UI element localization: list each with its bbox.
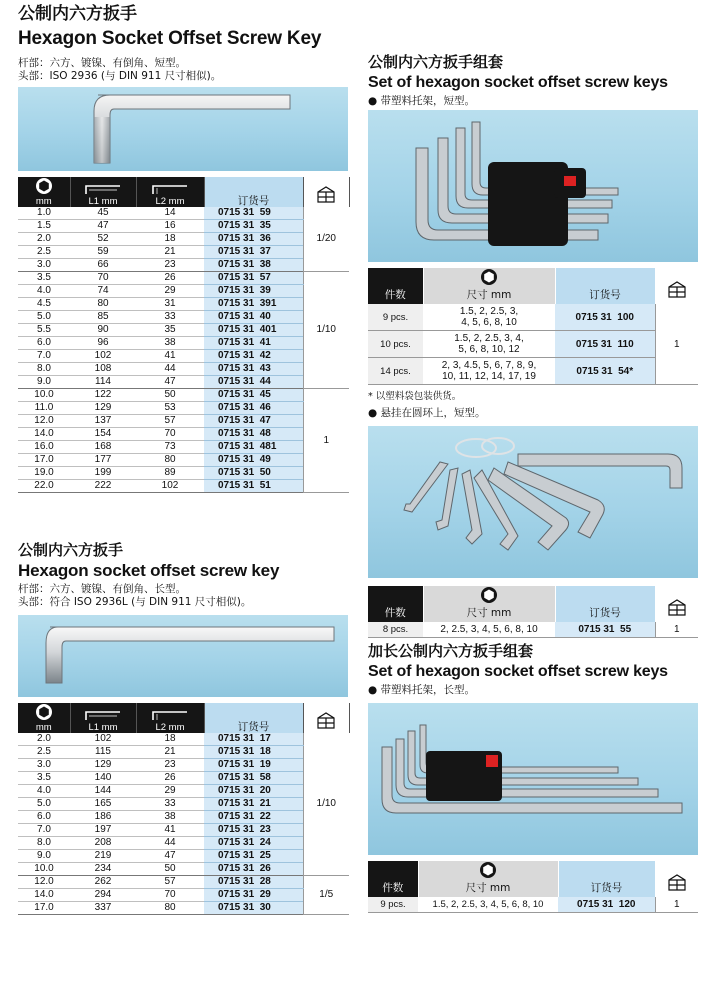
pack-cell: 1/10	[303, 272, 349, 389]
col-order: 订货号	[555, 586, 655, 622]
table-row	[18, 798, 349, 811]
section5-bullet	[368, 684, 475, 697]
l2-cell: 50	[136, 863, 204, 876]
l1-cell: 337	[70, 902, 136, 915]
l2-cell: 50	[136, 389, 204, 402]
size-cell: 14.0	[18, 428, 70, 441]
col-package	[303, 177, 349, 207]
l2-cell: 18	[136, 233, 204, 246]
size-cell: 9.0	[18, 850, 70, 863]
l1-cell: 102	[70, 733, 136, 746]
col-pcs: 件数	[368, 268, 423, 304]
size-cell: 1.0	[18, 207, 70, 220]
l1-cell: 70	[70, 272, 136, 285]
col-package	[303, 703, 349, 733]
short-key-set-image	[368, 110, 698, 262]
order-cell: 0715 31 17	[204, 733, 303, 746]
table-row	[18, 480, 349, 493]
col-l1	[70, 177, 136, 207]
size-line-1: 1.5, 2, 2.5, 3,	[459, 306, 519, 317]
l1-cell: 165	[70, 798, 136, 811]
size-cell	[423, 358, 555, 385]
table-row	[18, 207, 349, 220]
size-cell: 2.0	[18, 233, 70, 246]
size-cell: 8.0	[18, 363, 70, 376]
size-cell: 7.0	[18, 350, 70, 363]
table-row	[18, 837, 349, 850]
l2-cell: 57	[136, 415, 204, 428]
l2-cell: 73	[136, 441, 204, 454]
order-cell: 0715 31 51	[204, 480, 303, 493]
order-cell: 0715 31 26	[204, 863, 303, 876]
order-cell: 0715 31 57	[204, 272, 303, 285]
l2-cell: 41	[136, 350, 204, 363]
size-cell: 2, 2.5, 3, 4, 5, 6, 8, 10	[423, 622, 555, 638]
order-cell: 0715 31 28	[204, 876, 303, 889]
order-cell: 0715 31 36	[204, 233, 303, 246]
size-cell: 14.0	[18, 889, 70, 902]
l2-cell: 29	[136, 285, 204, 298]
pcs-cell: 9 pcs.	[368, 897, 418, 913]
l2-cell: 26	[136, 772, 204, 785]
l1-cell: 45	[70, 207, 136, 220]
order-cell: 0715 31 37	[204, 246, 303, 259]
size-line-2: 10, 11, 12, 14, 17, 19	[442, 371, 536, 382]
table-row	[18, 337, 349, 350]
size-cell: 19.0	[18, 467, 70, 480]
size-cell: 3.0	[18, 259, 70, 272]
section1-desc-2: 头部：ISO 2936 (与 DIN 911 尺寸相似)。	[18, 70, 222, 82]
table-row	[18, 759, 349, 772]
section2-desc-1: 杆部：六方、镀镍、有倒角、长型。	[18, 583, 186, 595]
section1-title-cn: 公制内六方扳手	[18, 4, 137, 24]
size-cell: 17.0	[18, 902, 70, 915]
l1-cell: 234	[70, 863, 136, 876]
section3-table	[368, 268, 699, 385]
l2-cell: 31	[136, 298, 204, 311]
l2-cell: 23	[136, 759, 204, 772]
size-cell: 5.0	[18, 798, 70, 811]
pack-cell: 1	[655, 897, 698, 913]
order-cell: 0715 31 42	[204, 350, 303, 363]
l1-cell: 199	[70, 467, 136, 480]
col-order: 订货号	[204, 177, 303, 207]
section2-table	[18, 703, 350, 915]
l1-cell: 144	[70, 785, 136, 798]
size-cell: 3.5	[18, 272, 70, 285]
size-cell: 3.5	[18, 772, 70, 785]
section1-table	[18, 177, 350, 493]
size-cell: 22.0	[18, 480, 70, 493]
table-row	[368, 622, 698, 638]
section3-bullet2	[368, 407, 486, 420]
section3-title-en: Set of hexagon socket offset screw keys	[368, 74, 668, 91]
l1-cell: 140	[70, 772, 136, 785]
size-cell	[423, 331, 555, 358]
table-row	[18, 363, 349, 376]
order-cell: 0715 31 49	[204, 454, 303, 467]
table-row	[368, 897, 698, 913]
col-header-size: 尺寸 mm	[466, 607, 512, 619]
package-icon	[667, 872, 687, 892]
l1-cell: 74	[70, 285, 136, 298]
l2-cell: 70	[136, 428, 204, 441]
l1-cell: 208	[70, 837, 136, 850]
l2-cell: 89	[136, 467, 204, 480]
table-row	[18, 902, 349, 915]
size-cell: 4.5	[18, 298, 70, 311]
pack-cell: 1	[655, 622, 698, 638]
section2-title-en: Hexagon socket offset screw key	[18, 561, 280, 580]
package-icon	[316, 184, 336, 204]
pack-cell: 1/20	[303, 207, 349, 272]
section3-bullet-text: 带塑料托架，短型。	[380, 95, 475, 107]
col-hex-size	[18, 703, 70, 733]
hex-icon	[479, 861, 497, 879]
l2-cell: 23	[136, 259, 204, 272]
col-header-mm: mm	[35, 196, 52, 207]
size-line-2: 5, 6, 8, 10, 12	[458, 344, 520, 355]
l1-cell: 96	[70, 337, 136, 350]
size-cell: 16.0	[18, 441, 70, 454]
order-cell: 0715 31 38	[204, 259, 303, 272]
order-cell: 0715 31 24	[204, 837, 303, 850]
col-package	[655, 268, 698, 304]
bullet-icon: ●	[368, 95, 381, 107]
col-pcs: 件数	[368, 861, 418, 897]
order-cell: 0715 31 59	[204, 207, 303, 220]
l2-cell: 38	[136, 337, 204, 350]
l1-cell: 47	[70, 220, 136, 233]
l2-cell: 21	[136, 746, 204, 759]
order-cell: 0715 31 29	[204, 889, 303, 902]
table-row	[18, 824, 349, 837]
table-row	[18, 811, 349, 824]
section5-table	[368, 861, 699, 913]
l1-length-icon	[83, 709, 123, 721]
hex-icon	[480, 586, 498, 604]
l2-cell: 35	[136, 324, 204, 337]
table-row	[18, 324, 349, 337]
l1-cell: 294	[70, 889, 136, 902]
set-long-photo	[368, 703, 698, 855]
set-short-photo	[368, 110, 698, 262]
size-line-1: 1.5, 2, 2.5, 3, 4,	[454, 333, 524, 344]
order-cell: 0715 31 41	[204, 337, 303, 350]
section5-title-en: Set of hexagon socket offset screw keys	[368, 663, 668, 680]
col-header-size: 尺寸 mm	[466, 289, 512, 301]
size-cell: 2.5	[18, 246, 70, 259]
table-row	[18, 415, 349, 428]
pack-cell: 1	[303, 389, 349, 493]
col-header-l2: L2 mm	[155, 722, 185, 733]
l1-cell: 137	[70, 415, 136, 428]
section5-title-cn: 加长公制内六方扳手组套	[368, 642, 534, 660]
l1-cell: 66	[70, 259, 136, 272]
order-cell: 0715 31 45	[204, 389, 303, 402]
col-package	[655, 861, 698, 897]
table-row	[18, 285, 349, 298]
l2-cell: 41	[136, 824, 204, 837]
size-line-2: 4, 5, 6, 8, 10	[461, 317, 517, 328]
l1-cell: 114	[70, 376, 136, 389]
package-icon	[667, 279, 687, 299]
order-cell: 0715 31 35	[204, 220, 303, 233]
order-cell: 0715 31 48	[204, 428, 303, 441]
section5-bullet-text: 带塑料托架，长型。	[380, 684, 475, 696]
table-row	[18, 259, 349, 272]
hex-icon	[35, 177, 53, 195]
ring-set-photo	[368, 426, 698, 578]
l2-cell: 38	[136, 811, 204, 824]
col-order: 订货号	[558, 861, 655, 897]
l1-cell: 197	[70, 824, 136, 837]
table-row	[18, 772, 349, 785]
l2-cell: 44	[136, 363, 204, 376]
l2-cell: 80	[136, 902, 204, 915]
col-header-mm: mm	[35, 722, 52, 733]
long-key-set-image	[368, 703, 698, 855]
col-l1	[70, 703, 136, 733]
table-row	[18, 220, 349, 233]
l1-cell: 52	[70, 233, 136, 246]
table-row	[18, 441, 349, 454]
l1-cell: 219	[70, 850, 136, 863]
long-hex-key-image	[18, 615, 348, 697]
table-row	[18, 272, 349, 285]
l1-cell: 115	[70, 746, 136, 759]
l2-cell: 47	[136, 850, 204, 863]
l2-cell: 21	[136, 246, 204, 259]
table-row	[18, 376, 349, 389]
col-size	[423, 268, 555, 304]
col-size	[418, 861, 558, 897]
size-cell: 10.0	[18, 389, 70, 402]
size-cell: 7.0	[18, 824, 70, 837]
col-hex-size	[18, 177, 70, 207]
size-cell: 17.0	[18, 454, 70, 467]
size-cell: 6.0	[18, 337, 70, 350]
table-row	[18, 785, 349, 798]
col-order: 订货号	[204, 703, 303, 733]
size-cell: 4.0	[18, 785, 70, 798]
order-cell: 0715 31 481	[204, 441, 303, 454]
table-row	[18, 428, 349, 441]
order-cell: 0715 31 25	[204, 850, 303, 863]
size-cell: 9.0	[18, 376, 70, 389]
pack-cell: 1/10	[303, 733, 349, 876]
order-cell: 0715 31 44	[204, 376, 303, 389]
order-cell: 0715 31 30	[204, 902, 303, 915]
pcs-cell: 10 pcs.	[368, 331, 423, 358]
l1-cell: 177	[70, 454, 136, 467]
size-cell: 2.0	[18, 733, 70, 746]
table-row	[18, 389, 349, 402]
section2-desc-2: 头部：符合 ISO 2936L (与 DIN 911 尺寸相似)。	[18, 596, 252, 608]
table-row	[18, 746, 349, 759]
order-cell: 0715 31 55	[555, 622, 655, 638]
order-cell: 0715 31 23	[204, 824, 303, 837]
section1-title-en: Hexagon Socket Offset Screw Key	[18, 28, 322, 49]
order-cell: 0715 31 120	[558, 897, 655, 913]
l2-cell: 70	[136, 889, 204, 902]
table-row	[18, 233, 349, 246]
l1-cell: 186	[70, 811, 136, 824]
table-row	[368, 331, 698, 358]
size-cell: 10.0	[18, 863, 70, 876]
l2-cell: 33	[136, 798, 204, 811]
l2-cell: 47	[136, 376, 204, 389]
l1-cell: 129	[70, 402, 136, 415]
l1-cell: 80	[70, 298, 136, 311]
order-cell: 0715 31 58	[204, 772, 303, 785]
table-row	[18, 889, 349, 902]
bullet-icon: ●	[368, 684, 381, 696]
long-key-photo	[18, 615, 348, 697]
order-cell: 0715 31 391	[204, 298, 303, 311]
l2-cell: 18	[136, 733, 204, 746]
size-cell: 8.0	[18, 837, 70, 850]
col-header-l1: L1 mm	[88, 196, 118, 207]
section3-bullet	[368, 95, 475, 108]
section1-desc-1: 杆部：六方、镀镍、有倒角、短型。	[18, 57, 186, 69]
l2-cell: 33	[136, 311, 204, 324]
col-pcs: 件数	[368, 586, 423, 622]
section2-title-cn: 公制内六方扳手	[18, 541, 124, 559]
l1-cell: 122	[70, 389, 136, 402]
order-cell: 0715 31 21	[204, 798, 303, 811]
l2-length-icon	[150, 709, 190, 721]
order-cell: 0715 31 100	[555, 304, 655, 331]
l2-cell: 29	[136, 785, 204, 798]
size-cell: 12.0	[18, 415, 70, 428]
pcs-cell: 9 pcs.	[368, 304, 423, 331]
size-cell: 3.0	[18, 759, 70, 772]
col-size	[423, 586, 555, 622]
section3-footnote: * 以塑料袋包装供货。	[368, 391, 462, 402]
table-row	[368, 304, 698, 331]
short-key-photo	[18, 87, 348, 171]
l1-cell: 102	[70, 350, 136, 363]
l2-cell: 53	[136, 402, 204, 415]
hex-icon	[480, 268, 498, 286]
col-l2	[136, 177, 204, 207]
l2-cell: 16	[136, 220, 204, 233]
size-cell: 1.5	[18, 220, 70, 233]
l1-cell: 222	[70, 480, 136, 493]
size-cell: 11.0	[18, 402, 70, 415]
order-cell: 0715 31 46	[204, 402, 303, 415]
size-cell: 5.0	[18, 311, 70, 324]
l2-cell: 26	[136, 272, 204, 285]
pack-cell: 1/5	[303, 876, 349, 915]
table-row	[18, 454, 349, 467]
table-row	[18, 876, 349, 889]
package-icon	[667, 597, 687, 617]
table-row	[18, 402, 349, 415]
bullet-icon: ●	[368, 407, 381, 419]
order-cell: 0715 31 401	[204, 324, 303, 337]
order-cell: 0715 31 50	[204, 467, 303, 480]
table-row	[18, 733, 349, 746]
order-cell: 0715 31 40	[204, 311, 303, 324]
package-icon	[316, 710, 336, 730]
size-line-1: 2, 3, 4.5, 5, 6, 7, 8, 9,	[441, 360, 537, 371]
l1-cell: 129	[70, 759, 136, 772]
l2-length-icon	[150, 183, 190, 195]
l2-cell: 57	[136, 876, 204, 889]
size-cell: 1.5, 2, 2.5, 3, 4, 5, 6, 8, 10	[418, 897, 558, 913]
size-cell: 4.0	[18, 285, 70, 298]
pcs-cell: 8 pcs.	[368, 622, 423, 638]
size-cell: 6.0	[18, 811, 70, 824]
l1-cell: 168	[70, 441, 136, 454]
col-package	[655, 586, 698, 622]
order-cell: 0715 31 54*	[555, 358, 655, 385]
ring-key-set-image	[368, 426, 698, 578]
table-row	[18, 863, 349, 876]
col-l2	[136, 703, 204, 733]
order-cell: 0715 31 39	[204, 285, 303, 298]
order-cell: 0715 31 43	[204, 363, 303, 376]
size-cell	[423, 304, 555, 331]
section3-title-cn: 公制内六方扳手组套	[368, 53, 504, 71]
col-header-size: 尺寸 mm	[465, 882, 511, 894]
hex-icon	[35, 703, 53, 721]
l1-cell: 262	[70, 876, 136, 889]
table-row	[18, 350, 349, 363]
order-cell: 0715 31 20	[204, 785, 303, 798]
table-row	[368, 358, 698, 385]
size-cell: 5.5	[18, 324, 70, 337]
size-cell: 12.0	[18, 876, 70, 889]
l2-cell: 14	[136, 207, 204, 220]
l1-cell: 90	[70, 324, 136, 337]
pcs-cell: 14 pcs.	[368, 358, 423, 385]
order-cell: 0715 31 22	[204, 811, 303, 824]
col-header-l2: L2 mm	[155, 196, 185, 207]
section4-table	[368, 586, 699, 638]
short-hex-key-image	[18, 87, 348, 171]
pack-cell: 1	[655, 304, 698, 385]
l1-cell: 59	[70, 246, 136, 259]
table-row	[18, 311, 349, 324]
l2-cell: 44	[136, 837, 204, 850]
table-row	[18, 467, 349, 480]
order-cell: 0715 31 18	[204, 746, 303, 759]
l1-cell: 154	[70, 428, 136, 441]
table-row	[18, 298, 349, 311]
l1-cell: 85	[70, 311, 136, 324]
col-order: 订货号	[555, 268, 655, 304]
col-header-l1: L1 mm	[88, 722, 118, 733]
order-cell: 0715 31 19	[204, 759, 303, 772]
order-cell: 0715 31 47	[204, 415, 303, 428]
section3-bullet2-text: 悬挂在圆环上，短型。	[380, 407, 486, 419]
l1-cell: 108	[70, 363, 136, 376]
order-cell: 0715 31 110	[555, 331, 655, 358]
table-row	[18, 850, 349, 863]
table-row	[18, 246, 349, 259]
l2-cell: 80	[136, 454, 204, 467]
l1-length-icon	[83, 183, 123, 195]
l2-cell: 102	[136, 480, 204, 493]
size-cell: 2.5	[18, 746, 70, 759]
